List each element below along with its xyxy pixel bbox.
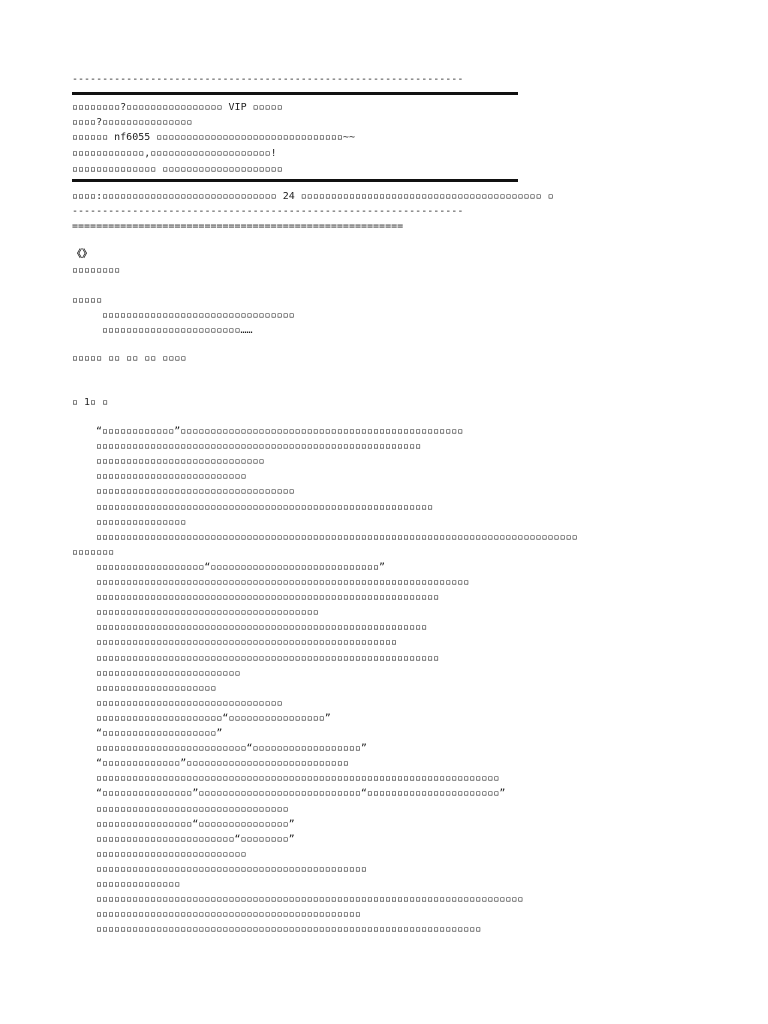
paragraph-line: ▫▫▫▫▫▫▫▫▫▫▫▫▫▫▫▫▫▫▫▫▫▫▫▫▫▫▫▫▫▫▫▫▫▫▫▫▫▫▫▫▫▫▫▫▫▫▫▫▫▫▫▫▫▫▫▫ xyxy=(96,501,434,513)
paragraph-line: ▫▫▫▫▫▫▫▫▫▫▫▫▫▫▫▫▫▫▫▫▫▫▫▫▫▫▫▫ xyxy=(96,456,265,468)
paragraph-line: “▫▫▫▫▫▫▫▫▫▫▫▫▫▫▫▫▫▫▫” xyxy=(96,728,223,739)
book-title: 《》 xyxy=(72,249,92,260)
summary-line: ▫▫▫▫▫▫▫▫▫▫▫▫▫▫▫▫▫▫▫▫▫▫▫▫▫▫▫▫▫▫▫▫ xyxy=(102,310,295,321)
paragraph-line: ▫▫▫▫▫▫▫▫▫▫▫▫▫▫▫▫▫▫▫▫▫▫▫▫▫▫▫▫▫▫▫▫▫▫▫▫▫ xyxy=(96,607,319,619)
paragraph-line: ▫▫▫▫▫▫▫▫▫▫▫▫▫▫▫▫▫▫▫▫▫▫▫▫▫▫▫▫▫▫▫▫▫▫▫▫▫▫▫▫▫▫▫▫▫▫▫▫▫▫▫▫▫▫▫▫▫▫▫▫▫▫▫▫▫▫▫▫▫▫▫ xyxy=(96,894,524,906)
paragraph-line: “▫▫▫▫▫▫▫▫▫▫▫▫▫▫▫”▫▫▫▫▫▫▫▫▫▫▫▫▫▫▫▫▫▫▫▫▫▫▫▫▫▫▫“▫▫▫▫▫▫▫▫▫▫▫▫▫▫▫▫▫▫▫▫▫▫” xyxy=(96,788,506,800)
separator-dashes: ----------------------------------------------------------------- xyxy=(72,74,464,85)
paragraph-line: ▫▫▫▫▫▫▫▫▫▫▫▫▫▫▫▫▫▫▫▫▫▫▫▫▫▫▫▫▫▫▫▫▫▫▫▫▫▫▫▫▫▫▫▫ xyxy=(96,909,361,921)
vip-notice: ▫▫▫▫▫▫▫▫?▫▫▫▫▫▫▫▫▫▫▫▫▫▫▫▫ VIP ▫▫▫▫▫ xyxy=(72,102,283,113)
chapter-heading: ▫ 1▫ ▫ xyxy=(72,397,109,408)
summary-label: ▫▫▫▫▫ xyxy=(72,295,103,306)
question-line: ▫▫▫▫?▫▫▫▫▫▫▫▫▫▫▫▫▫▫▫ xyxy=(72,117,193,128)
paragraph-line: ▫▫▫▫▫▫▫▫▫▫▫▫▫▫▫▫▫▫▫▫▫▫▫“▫▫▫▫▫▫▫▫” xyxy=(96,833,295,845)
notice-line: ▫▫▫▫▫▫▫▫▫▫▫▫,▫▫▫▫▫▫▫▫▫▫▫▫▫▫▫▫▫▫▫▫! xyxy=(72,148,277,159)
paragraph-line: ▫▫▫▫▫▫▫▫▫▫▫▫▫▫▫▫▫▫▫▫▫▫▫▫▫“▫▫▫▫▫▫▫▫▫▫▫▫▫▫▫▫▫▫” xyxy=(96,743,367,755)
paragraph-line: “▫▫▫▫▫▫▫▫▫▫▫▫▫”▫▫▫▫▫▫▫▫▫▫▫▫▫▫▫▫▫▫▫▫▫▫▫▫▫▫▫ xyxy=(96,758,349,770)
paragraph-line: ▫▫▫▫▫▫▫▫▫▫▫▫▫▫▫▫▫▫▫▫▫▫▫▫▫▫▫▫▫▫▫▫▫ xyxy=(96,486,295,498)
tags-line: ▫▫▫▫▫ ▫▫ ▫▫ ▫▫ ▫▫▫▫ xyxy=(72,353,187,364)
paragraph-line: “▫▫▫▫▫▫▫▫▫▫▫▫”▫▫▫▫▫▫▫▫▫▫▫▫▫▫▫▫▫▫▫▫▫▫▫▫▫▫▫▫▫▫▫▫▫▫▫▫▫▫▫▫▫▫▫▫▫▫▫ xyxy=(96,426,464,437)
paragraph-line: ▫▫▫▫▫▫▫▫▫▫▫▫▫▫▫▫“▫▫▫▫▫▫▫▫▫▫▫▫▫▫▫” xyxy=(96,818,295,830)
paragraph-line: ▫▫▫▫▫▫▫▫▫▫▫▫▫▫▫▫▫▫▫▫ xyxy=(96,682,217,694)
paragraph-line: ▫▫▫▫▫▫▫▫▫▫▫▫▫▫▫▫▫▫▫▫▫▫▫▫▫▫▫▫▫▫▫▫▫▫▫▫▫▫▫▫▫▫▫▫▫ xyxy=(96,863,367,875)
book-author: ▫▫▫▫▫▫▫▫ xyxy=(72,265,121,276)
separator-rule xyxy=(72,92,518,95)
paragraph-line: ▫▫▫▫▫▫▫▫▫▫▫▫▫▫▫▫▫▫▫▫▫▫▫▫▫▫▫▫▫▫▫▫▫▫▫▫▫▫▫▫▫▫▫▫▫▫▫▫▫▫▫▫▫▫▫▫▫ xyxy=(96,592,440,604)
summary-line: ▫▫▫▫▫▫▫▫▫▫▫▫▫▫▫▫▫▫▫▫▫▫▫…… xyxy=(102,325,253,336)
paragraph-line: ▫▫▫▫▫▫▫▫▫▫▫▫▫▫▫▫▫▫▫▫▫▫▫▫▫▫▫▫▫▫▫▫▫▫▫▫▫▫▫▫▫▫▫▫▫▫▫▫▫▫▫▫▫▫▫▫▫▫▫▫▫▫ xyxy=(96,577,470,588)
paragraph-line: ▫▫▫▫▫▫▫▫▫▫▫▫▫▫▫▫▫▫▫▫▫▫▫▫▫▫▫▫▫▫▫▫▫▫▫▫▫▫▫▫▫▫▫▫▫▫▫▫▫▫▫▫▫▫▫▫▫ xyxy=(96,652,440,664)
paragraph-line: ▫▫▫▫▫▫▫▫▫▫▫▫▫▫▫▫▫▫▫▫▫▫▫▫▫▫▫▫▫▫▫▫ xyxy=(96,803,289,815)
paragraph-line: ▫▫▫▫▫▫▫▫▫▫▫▫▫▫▫▫▫▫▫▫▫▫▫▫ xyxy=(96,667,241,679)
nf-code-line: ▫▫▫▫▫▫ nf6055 ▫▫▫▫▫▫▫▫▫▫▫▫▫▫▫▫▫▫▫▫▫▫▫▫▫▫▫▫▫▫▫~~ xyxy=(72,132,355,143)
separator-equals: ======================================================= xyxy=(72,221,404,232)
paragraph-line: ▫▫▫▫▫▫▫▫▫▫▫▫▫▫▫▫▫▫“▫▫▫▫▫▫▫▫▫▫▫▫▫▫▫▫▫▫▫▫▫▫▫▫▫▫▫▫” xyxy=(96,561,385,573)
paragraph-line: ▫▫▫▫▫▫▫▫▫▫▫▫▫▫ xyxy=(96,879,181,890)
paragraph-line: ▫▫▫▫▫▫▫▫▫▫▫▫▫▫▫▫▫▫▫▫▫▫▫▫▫▫▫▫▫▫▫▫▫▫▫▫▫▫▫▫▫▫▫▫▫▫▫▫▫▫▫▫▫▫▫ xyxy=(96,622,428,634)
paragraph-line: ▫▫▫▫▫▫▫▫▫▫▫▫▫▫▫▫▫▫▫▫▫▫▫▫▫▫▫▫▫▫▫▫▫▫▫▫▫▫▫▫▫▫▫▫▫▫▫▫▫▫▫▫▫▫▫▫▫▫▫▫▫▫▫▫▫▫▫▫▫▫▫▫▫▫▫▫▫▫▫▫ xyxy=(96,531,578,543)
separator-rule-2 xyxy=(72,179,518,182)
paragraph-line: ▫▫▫▫▫▫▫▫▫▫▫▫▫▫▫▫▫▫▫▫▫▫▫▫▫▫▫▫▫▫▫▫▫▫▫▫▫▫▫▫▫▫▫▫▫▫▫▫▫▫ xyxy=(96,637,398,649)
paragraph-line: ▫▫▫▫▫▫▫▫▫▫▫▫▫▫▫▫▫▫▫▫▫▫▫▫▫ xyxy=(96,471,247,483)
notice-line-2: ▫▫▫▫▫▫▫▫▫▫▫▫▫▫ ▫▫▫▫▫▫▫▫▫▫▫▫▫▫▫▫▫▫▫▫ xyxy=(72,164,283,175)
paragraph-line: ▫▫▫▫▫▫▫▫▫▫▫▫▫▫▫▫▫▫▫▫▫“▫▫▫▫▫▫▫▫▫▫▫▫▫▫▫▫” xyxy=(96,712,331,724)
paragraph-line: ▫▫▫▫▫▫▫▫▫▫▫▫▫▫▫▫▫▫▫▫▫▫▫▫▫▫▫▫▫▫▫▫▫▫▫▫▫▫▫▫▫▫▫▫▫▫▫▫▫▫▫▫▫▫ xyxy=(96,441,422,453)
paragraph-line: ▫▫▫▫▫▫▫▫▫▫▫▫▫▫▫▫▫▫▫▫▫▫▫▫▫ xyxy=(96,848,247,860)
paragraph-line: ▫▫▫▫▫▫▫▫▫▫▫▫▫▫▫ xyxy=(96,516,187,528)
note-line: ▫▫▫▫:▫▫▫▫▫▫▫▫▫▫▫▫▫▫▫▫▫▫▫▫▫▫▫▫▫▫▫▫▫ 24 ▫▫▫▫▫▫▫▫▫▫▫▫▫▫▫▫▫▫▫▫▫▫▫▫▫▫▫▫▫▫▫▫▫▫▫▫▫▫▫▫ ▫ xyxy=(72,191,554,202)
paragraph-line: ▫▫▫▫▫▫▫▫▫▫▫▫▫▫▫▫▫▫▫▫▫▫▫▫▫▫▫▫▫▫▫ xyxy=(96,697,283,709)
paragraph-line: ▫▫▫▫▫▫▫▫▫▫▫▫▫▫▫▫▫▫▫▫▫▫▫▫▫▫▫▫▫▫▫▫▫▫▫▫▫▫▫▫▫▫▫▫▫▫▫▫▫▫▫▫▫▫▫▫▫▫▫▫▫▫▫▫▫▫▫ xyxy=(96,773,500,785)
paragraph-line: ▫▫▫▫▫▫▫ xyxy=(72,546,115,558)
separator-dashes-2: ----------------------------------------------------------------- xyxy=(72,206,464,217)
paragraph-line: ▫▫▫▫▫▫▫▫▫▫▫▫▫▫▫▫▫▫▫▫▫▫▫▫▫▫▫▫▫▫▫▫▫▫▫▫▫▫▫▫▫▫▫▫▫▫▫▫▫▫▫▫▫▫▫▫▫▫▫▫▫▫▫▫ xyxy=(96,924,482,936)
